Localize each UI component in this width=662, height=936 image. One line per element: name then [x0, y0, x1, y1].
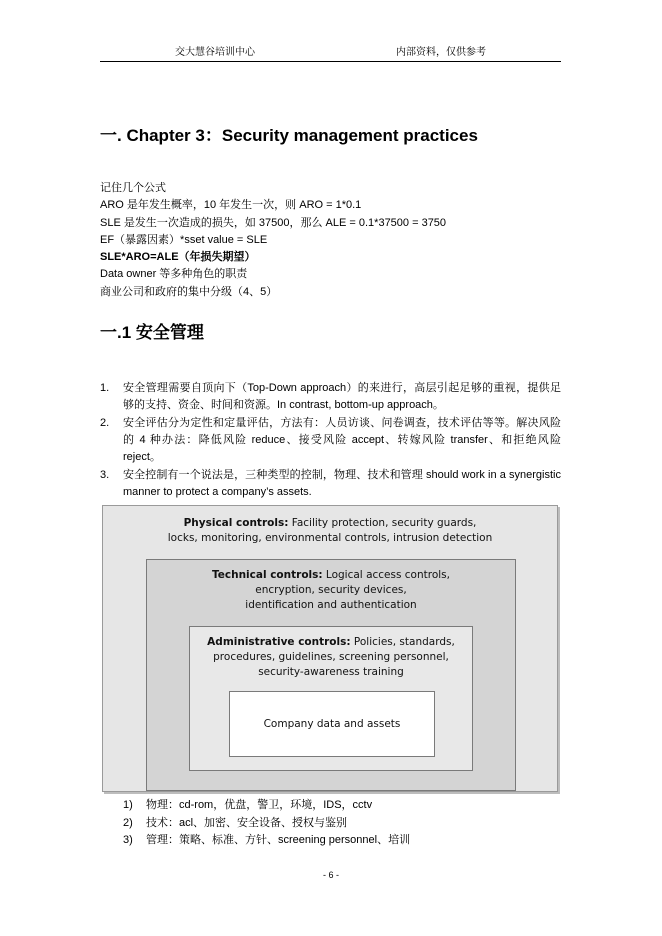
header-right-text: 内部资料，仅供参考 — [396, 47, 486, 58]
administrative-controls-desc: Policies, standards, — [350, 636, 455, 648]
technical-controls-label — [147, 568, 515, 583]
physical-controls-label — [103, 516, 557, 531]
intro-line: ARO 是年发生概率，10 年发生一次，则 ARO = 1*0.1 — [100, 199, 362, 211]
technical-controls-line2: encryption, security devices, — [255, 584, 407, 596]
technical-controls-desc: Logical access controls, — [322, 569, 450, 581]
intro-line: 记住几个公式 — [100, 182, 166, 194]
list-item-text: 安全控制有一个说法是，三种类型的控制，物理、技术和管理 should work in a synergistic manner to protect a company’s assets. — [123, 469, 561, 498]
list-item-number: 2. — [100, 417, 110, 429]
administrative-controls-line3: security-awareness training — [258, 666, 404, 678]
intro-line-bold: SLE*ARO=ALE（年损失期望） — [100, 251, 256, 263]
technical-controls-box — [146, 559, 516, 791]
sublist-text: 管理：策略、标准、方针、screening personnel、培训 — [146, 834, 411, 846]
header-rule — [100, 61, 561, 62]
intro-line: 商业公司和政府的集中分级（4、5） — [100, 286, 278, 298]
list-item — [100, 467, 561, 501]
controls-diagram — [102, 505, 558, 792]
intro-line: SLE 是发生一次造成的损失，如 37500，那么 ALE = 0.1*37500 = 3750 — [100, 217, 447, 229]
administrative-controls-title: Administrative controls: — [207, 636, 351, 648]
list-item-number: 1. — [100, 382, 110, 394]
section-title: 一.1 安全管理 — [100, 323, 204, 342]
list-item-text: 安全管理需要自顶向下（Top-Down approach）的来进行，高层引起足够的重视，提供足够的支持、资金、时间和资源。In contrast, bottom-up approach。 — [123, 382, 561, 411]
list-item — [100, 380, 561, 414]
page-number: - 6 - — [322, 870, 339, 880]
intro-line: EF（暴露因素）*sset value = SLE — [100, 234, 268, 246]
sublist-item — [123, 832, 410, 849]
list-item-number: 3. — [100, 469, 110, 481]
company-data-box — [229, 691, 435, 757]
sublist-text: 物理：cd-rom，优盘，警卫，环境，IDS，cctv — [146, 799, 373, 811]
physical-controls-title: Physical controls: — [183, 517, 289, 529]
intro-line: Data owner 等多种角色的职责 — [100, 268, 248, 280]
administrative-controls-box — [189, 626, 473, 771]
list-item — [100, 415, 561, 466]
technical-controls-line3: identification and authentication — [245, 599, 417, 611]
administrative-controls-line2: procedures, guidelines, screening personnel, — [213, 651, 449, 663]
chapter-title: 一. Chapter 3：Security management practices — [100, 126, 478, 145]
sublist-number: 3) — [123, 834, 133, 846]
technical-controls-title: Technical controls: — [211, 569, 323, 581]
header-left-text: 交大慧谷培训中心 — [175, 47, 255, 58]
sublist-number: 1) — [123, 799, 133, 811]
administrative-controls-label — [190, 635, 472, 650]
company-data-label: Company data and assets — [263, 718, 401, 730]
sublist-text: 技术：acl、加密、安全设备、授权与鉴别 — [146, 817, 348, 829]
sublist-number: 2) — [123, 817, 133, 829]
sublist-item — [123, 815, 347, 832]
physical-controls-line2: locks, monitoring, environmental controls, intrusion detection — [167, 532, 493, 544]
sublist-item — [123, 797, 372, 814]
list-item-text: 安全评估分为定性和定量评估，方法有：人员访谈、问卷调查，技术评估等等。解决风险的 4 种办法：降低风险 reduce、接受风险 accept、转嫁风险 transfer、和拒绝风险 reject。 — [123, 417, 561, 463]
physical-controls-desc: Facility protection, security guards, — [288, 517, 477, 529]
